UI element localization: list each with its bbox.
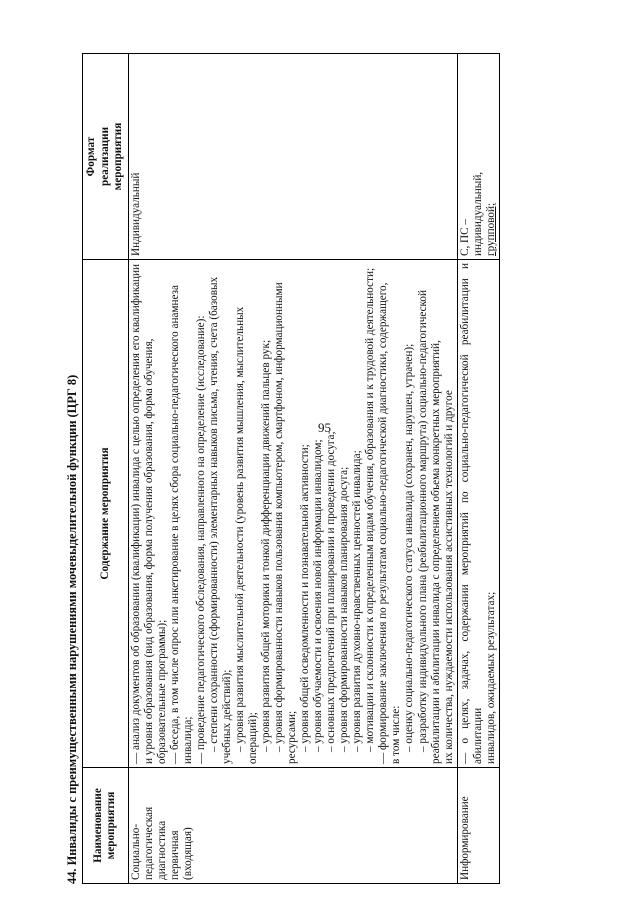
header-format: Формат реализации мероприятия: [83, 54, 129, 260]
section-title: 44. Инвалиды с преимущественными нарушениями мочевыделительной функции (ЦРГ 8): [65, 374, 79, 884]
rotated-page-content: [18, 28, 618, 884]
row-1-name: Социально- педагогическая диагностика первичная (входящая): [128, 768, 457, 884]
row-1-format: Индивидуальный: [128, 54, 457, 260]
header-name: Наименование мероприятия: [83, 768, 129, 884]
page-number: 95: [318, 420, 331, 435]
row-2-name: Информирование: [457, 768, 499, 884]
row-2-format: С, ПС – индивидуальный, групповой;: [457, 54, 499, 260]
table-row: [457, 54, 499, 884]
table-row: [128, 54, 457, 884]
header-content: Содержание мероприятия: [83, 260, 129, 768]
row-2-content: — о целях, задачах, содержании мероприятий по социально-педагогической реабилитации и абилитации инвалидов, ожидаемых результатах;: [457, 260, 499, 768]
row-1-content: — анализ документов об образовании (квалификации) инвалида с целью определения его квалификации и уровня образования (вид образования, форма получения образования, форма обучения, образовательные программы); — беседа, в том числе опрос или анкетирование в целях сбора социально-педагогического анамнеза инвалида; — проведение педагогического обследования, направленного на определение (исследование): – степени сохранности (сформированности) элементарных навыков письма, чтения, счета (базовых учебных действий); – уровня развития мыслительной деятельности (уровень развития мышления, мыслительных операций); – уровня развития общей моторики и тонкой дифференциации движений пальцев рук; – уровня сформированности навыков пользования компьютером, смартфоном, информационными ресурсами; – уровня общей осведомленности и познавательной активности; – уровня обучаемости и освоения новой информации инвалидом; – основных предпочтений при планировании и проведении досуга; – уровня сформированности навыков планирования досуга; – уровня развития духовно-нравственных ценностей инвалида; – мотивации и склонности к определенным видам обучения, образования и к трудовой деятельности; — формирование заключения по результатам социально-педагогической диагностики, содержащего, в том числе: – оценку социально-педагогического статуса инвалида (сохранен, нарушен, утрачен); – разработку индивидуального плана (реабилитационного маршрута) социально-педагогической реабилитации и абилитации инвалида с определением объема конкретных мероприятий, их количества, нуждаемости использования ассистивных технологий и другое: [128, 260, 457, 768]
table-header-row: [83, 54, 129, 884]
measures-table: [82, 53, 500, 884]
